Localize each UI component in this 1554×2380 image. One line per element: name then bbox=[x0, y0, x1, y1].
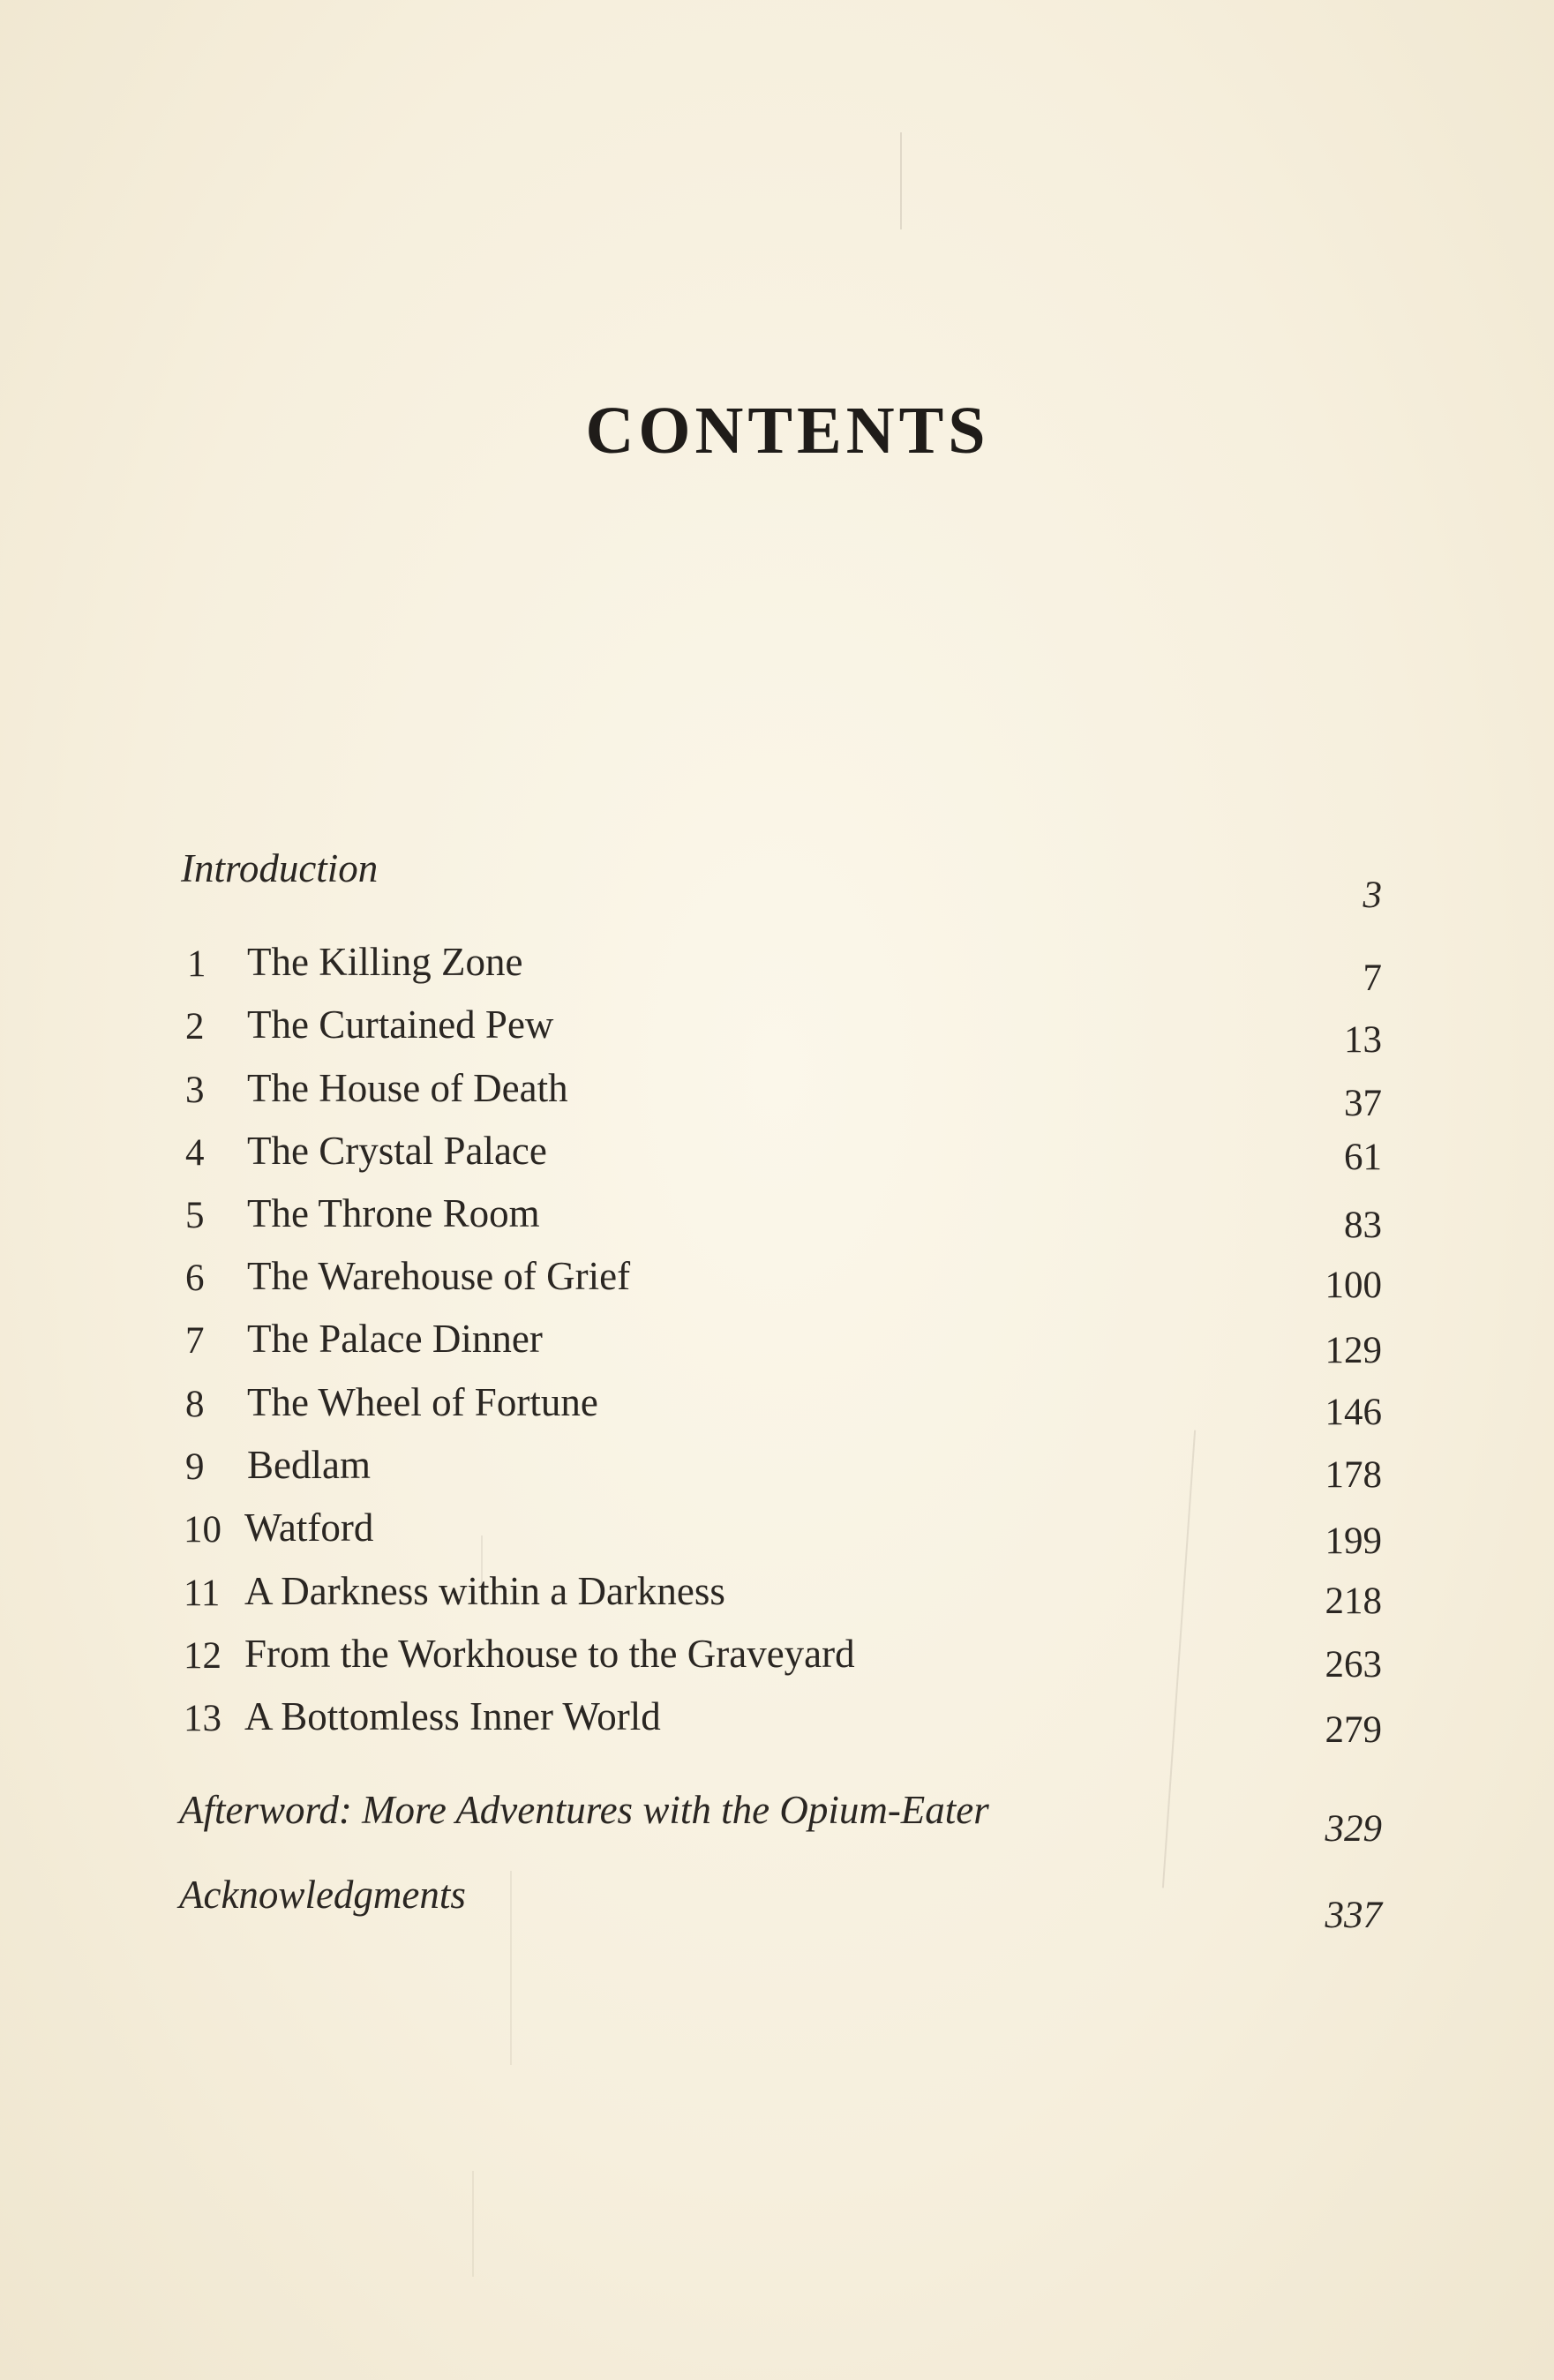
toc-chapter-page: 199 bbox=[1325, 1520, 1382, 1562]
toc-chapter-number: 1 bbox=[187, 943, 206, 985]
toc-introduction-page: 3 bbox=[1363, 875, 1382, 916]
toc-chapter-page: 37 bbox=[1344, 1083, 1382, 1124]
toc-chapter-number: 4 bbox=[185, 1132, 205, 1174]
toc-chapter-number: 10 bbox=[184, 1509, 221, 1550]
toc-chapter-page: 83 bbox=[1344, 1205, 1382, 1246]
toc-chapter-page: 7 bbox=[1363, 957, 1382, 999]
paper-scratch bbox=[510, 1871, 512, 2065]
toc-chapter-title: The Palace Dinner bbox=[247, 1317, 543, 1361]
toc-chapter-title: The Crystal Palace bbox=[247, 1129, 547, 1173]
toc-chapter-title: Bedlam bbox=[247, 1443, 371, 1487]
toc-chapter-page: 178 bbox=[1325, 1454, 1382, 1496]
toc-chapter-number: 9 bbox=[185, 1446, 205, 1488]
toc-introduction-label: Introduction bbox=[181, 846, 379, 890]
toc-chapter-title: The House of Death bbox=[247, 1066, 568, 1110]
toc-chapter-number: 6 bbox=[185, 1258, 205, 1299]
toc-chapter-number: 5 bbox=[185, 1195, 205, 1236]
toc-chapter-page: 100 bbox=[1325, 1265, 1382, 1306]
toc-chapter-page: 218 bbox=[1325, 1580, 1382, 1622]
toc-chapter-title: A Darkness within a Darkness bbox=[244, 1569, 725, 1613]
paper-scratch bbox=[1162, 1430, 1196, 1888]
toc-chapter-page: 146 bbox=[1325, 1392, 1382, 1433]
paper-scratch bbox=[900, 132, 902, 229]
toc-acknowledgments-page: 337 bbox=[1325, 1895, 1382, 1936]
toc-chapter-title: The Killing Zone bbox=[247, 940, 523, 984]
toc-afterword-label: Afterword: More Adventures with the Opium-Eater bbox=[179, 1788, 989, 1832]
toc-chapter-number: 2 bbox=[185, 1006, 205, 1047]
toc-chapter-number: 13 bbox=[184, 1698, 221, 1739]
toc-afterword-page: 329 bbox=[1325, 1808, 1382, 1850]
toc-chapter-number: 8 bbox=[185, 1384, 205, 1425]
toc-chapter-title: A Bottomless Inner World bbox=[244, 1694, 661, 1738]
toc-chapter-title: From the Workhouse to the Graveyard bbox=[244, 1632, 855, 1676]
toc-chapter-page: 13 bbox=[1344, 1019, 1382, 1061]
page-title: CONTENTS bbox=[585, 394, 990, 468]
toc-chapter-title: The Curtained Pew bbox=[247, 1002, 554, 1047]
toc-chapter-title: Watford bbox=[244, 1505, 374, 1550]
toc-acknowledgments-label: Acknowledgments bbox=[179, 1873, 466, 1917]
toc-chapter-number: 7 bbox=[185, 1320, 205, 1362]
toc-chapter-number: 3 bbox=[185, 1070, 205, 1111]
toc-chapter-page: 263 bbox=[1325, 1644, 1382, 1686]
toc-chapter-page: 279 bbox=[1325, 1709, 1382, 1751]
toc-chapter-title: The Wheel of Fortune bbox=[247, 1380, 598, 1424]
toc-chapter-title: The Warehouse of Grief bbox=[247, 1254, 631, 1298]
toc-chapter-page: 61 bbox=[1344, 1137, 1382, 1178]
toc-chapter-title: The Throne Room bbox=[247, 1191, 540, 1235]
toc-chapter-page: 129 bbox=[1325, 1330, 1382, 1371]
toc-chapter-number: 12 bbox=[184, 1635, 221, 1677]
toc-chapter-number: 11 bbox=[184, 1573, 221, 1614]
paper-scratch bbox=[472, 2171, 474, 2277]
